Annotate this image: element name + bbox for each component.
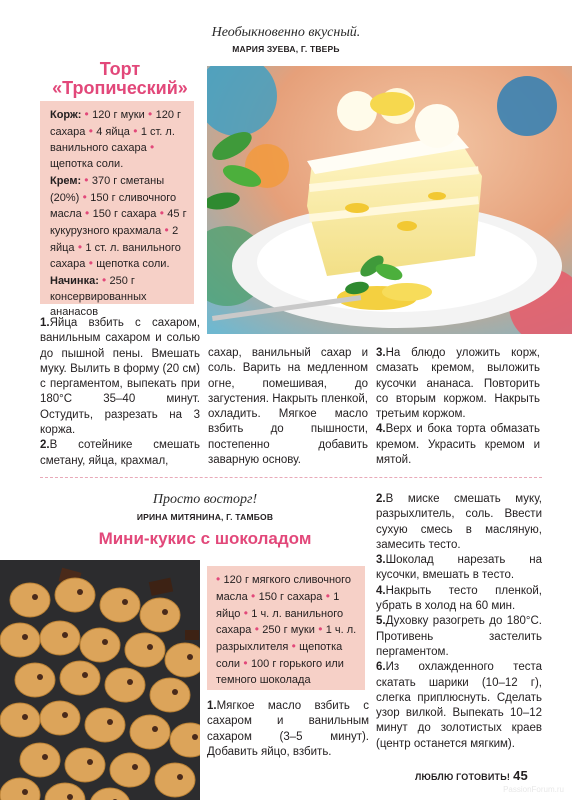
bullet: • xyxy=(156,206,168,221)
recipe1-steps-col1 xyxy=(40,316,200,469)
chocolate-chip xyxy=(67,794,73,800)
cookie xyxy=(100,588,140,622)
ingredient-item: 150 г сахара xyxy=(92,208,157,221)
chocolate-chip xyxy=(82,672,88,678)
cookie xyxy=(125,633,165,667)
chocolate-chip xyxy=(162,609,168,615)
chocolate-chip xyxy=(62,712,68,718)
chocolate-chip xyxy=(62,632,68,638)
bullet: • xyxy=(85,123,97,138)
recipe1-steps-col2 xyxy=(208,346,368,468)
ingredient-item: 1 ч. л. разрыхлителя xyxy=(216,624,357,654)
ingredient-item: 250 г консервированных ананасов xyxy=(50,275,147,319)
chocolate-chip xyxy=(107,719,113,725)
ingredient-item: 150 г сахара xyxy=(258,590,323,603)
chocolate-chip xyxy=(152,726,158,732)
recipe2-author: ИРИНА МИТЯНИНА, Г. ТАМБОВ xyxy=(136,512,274,522)
recipe1-tagline: Необыкновенно вкусный. xyxy=(211,25,361,40)
chocolate-chip xyxy=(102,639,108,645)
recipe2-step-1: 1.Мягкое масло взбить с сахаром и ванильным сахаром (3–5 минут). Добавить яйцо, взбить. xyxy=(207,700,369,758)
recipe2-steps-col2 xyxy=(376,492,542,752)
section-divider xyxy=(40,477,542,478)
recipe1-steps-col3 xyxy=(376,346,540,468)
bullet: • xyxy=(79,189,91,204)
recipe1-step-2-part1: 2.В сотейнике смешать сметану, яйца, крахмал, xyxy=(40,439,200,467)
bullet: • xyxy=(84,107,93,121)
cookie xyxy=(0,623,40,657)
recipe2-title: Мини-кукис с шоколадом xyxy=(98,529,312,548)
bullet: • xyxy=(74,239,86,254)
recipe2-ingredients-box xyxy=(207,566,365,690)
bullet: • xyxy=(101,273,110,288)
cookie xyxy=(55,578,95,612)
recipe1-step-2-part2: сахар, ванильный сахар и соль. Варить на медленном огне, помешивая, до загустения. Накрыть пленкой, охладить. Мягкое масло взбить до пышности, постепенно добавить заварную основу. xyxy=(208,347,368,467)
bullet: • xyxy=(240,605,252,620)
ingredient-item: 370 г сметаны (20%) xyxy=(50,174,165,204)
ingredient-item: 250 г муки xyxy=(262,624,315,637)
bullet: • xyxy=(144,107,156,121)
bullet: • xyxy=(81,206,93,221)
ingredient-section-label: Крем: xyxy=(50,174,82,187)
bullet: • xyxy=(84,172,92,187)
cookie xyxy=(155,763,195,797)
cookie xyxy=(0,703,40,737)
ingredient-item: 45 г кукурузного крахмала xyxy=(50,208,187,237)
bullet: • xyxy=(161,222,173,237)
cookie xyxy=(150,678,190,712)
bullet: • xyxy=(240,655,251,670)
cookie xyxy=(165,643,200,677)
ingredient-item: 1 ст. л. ванильного сахара xyxy=(50,241,181,271)
bullet: • xyxy=(85,256,97,271)
cake-photo xyxy=(207,66,572,334)
recipe1-title-line1: Торт xyxy=(99,59,141,79)
ingredient-item: 4 яйца xyxy=(96,125,130,138)
bullet: • xyxy=(288,639,300,654)
recipe2-tagline: Просто восторг! xyxy=(152,492,258,507)
cookie xyxy=(140,598,180,632)
cookie xyxy=(20,743,60,777)
chocolate-chip xyxy=(77,589,83,595)
recipe2-steps-col1 xyxy=(207,699,369,760)
recipe1-author: МАРИЯ ЗУЕВА, Г. ТВЕРЬ xyxy=(232,44,340,54)
ingredient-section-label: Корж: xyxy=(50,109,82,121)
chocolate-chip xyxy=(37,674,43,680)
bullet: • xyxy=(322,588,334,603)
recipe2-step-2: 2.В миске смешать муку, разрыхлитель, соль. Ввести сухую смесь в масляную, замесить тесто. xyxy=(376,493,542,551)
cookie xyxy=(15,663,55,697)
cookie xyxy=(10,583,50,617)
chocolate-chip xyxy=(42,754,48,760)
magazine-name: ЛЮБЛЮ ГОТОВИТЬ! xyxy=(414,772,511,782)
recipe1-ingredients-box xyxy=(40,101,194,319)
recipe1-title-line2: «Тропический» xyxy=(52,78,188,98)
recipe1-title xyxy=(40,60,200,98)
bullet: • xyxy=(216,572,224,586)
chocolate-chip xyxy=(22,634,28,640)
cookie xyxy=(80,628,120,662)
bullet: • xyxy=(146,140,155,155)
ingredient-item: щепотка соли. xyxy=(96,258,170,271)
ingredient-item: 120 г муки xyxy=(92,109,145,121)
chocolate-chip xyxy=(147,644,153,650)
chocolate-chip xyxy=(32,594,38,600)
cookie xyxy=(110,753,150,787)
bullet: • xyxy=(314,622,326,637)
recipe2-step-5: 5.Духовку разогреть до 180°С. Противень застелить пергаментом. xyxy=(376,615,542,658)
ingredient-item: щепотка соли xyxy=(216,641,343,670)
bullet: • xyxy=(247,588,259,603)
bullet: • xyxy=(251,622,263,637)
ingredient-item: 120 г мягкого сливочного масла xyxy=(216,574,352,603)
ingredient-item: 120 г сахара xyxy=(50,109,182,138)
recipe2-step-4: 4.Накрыть тесто пленкой, убрать в холод на 60 мин. xyxy=(376,584,542,613)
chocolate-chip xyxy=(192,734,198,740)
chocolate-chip xyxy=(87,759,93,765)
chocolate-chip xyxy=(122,599,128,605)
cookie xyxy=(60,661,100,695)
ingredient-item: щепотка соли. xyxy=(50,158,124,171)
ingredient-item: 1 яйцо xyxy=(216,590,340,620)
page-footer xyxy=(415,768,528,783)
cookie xyxy=(40,701,80,735)
cookie xyxy=(40,621,80,655)
cookie xyxy=(105,668,145,702)
ingredient-item: 100 г горького или темного шоколада xyxy=(216,657,344,686)
chocolate-chip xyxy=(177,774,183,780)
chocolate-chip xyxy=(132,764,138,770)
recipe1-step-3: 3.На блюдо уложить корж, смазать кремом, выложить кусочки ананаса. Повторить со вторым коржом. Накрыть третьим коржом. xyxy=(376,347,540,421)
recipe1-step-4: 4.Верх и бока торта обмазать кремом. Украсить кремом и мятой. xyxy=(376,423,540,467)
chocolate-chip xyxy=(127,679,133,685)
bullet: • xyxy=(129,123,141,138)
cookies-photo xyxy=(0,560,200,800)
cookie xyxy=(130,715,170,749)
ingredient-item: 150 г сливочного масла xyxy=(50,191,177,221)
recipe2-step-3: 3.Шоколад нарезать на кусочки, вмешать в тесто. xyxy=(376,554,542,582)
chocolate-chip xyxy=(22,789,28,795)
chocolate-chip xyxy=(22,714,28,720)
cookie xyxy=(65,748,105,782)
ingredient-item: 2 яйца xyxy=(50,224,179,254)
ingredient-item: 1 ст. л. ванильного сахара xyxy=(50,125,175,155)
ingredient-section-label: Начинка: xyxy=(50,275,99,288)
watermark: PassionForum.ru xyxy=(503,785,564,794)
ingredient-item: 1 ч. л. ванильного сахара xyxy=(216,607,344,637)
cookie xyxy=(85,708,125,742)
recipe1-step-1: 1.Яйца взбить с сахаром, ванильным сахаром и солью до пышной пены. Вмешать муку. Вылить в форму (20 см) с пергаментом, выпекать при 180°С 35–40 минут. Остудить, разрезать на 3 коржа. xyxy=(40,317,200,437)
recipe2-step-6: 6.Из охлажденного теста скатать шарики (10–12 г), слегка приплюснуть. Сделать узор вилкой. Выпекать 10–12 минут до золотистых краев (центр останется мягким). xyxy=(376,661,542,750)
chocolate-chip xyxy=(187,654,193,660)
chocolate-chip xyxy=(172,689,178,695)
page-number: 45 xyxy=(513,768,528,783)
